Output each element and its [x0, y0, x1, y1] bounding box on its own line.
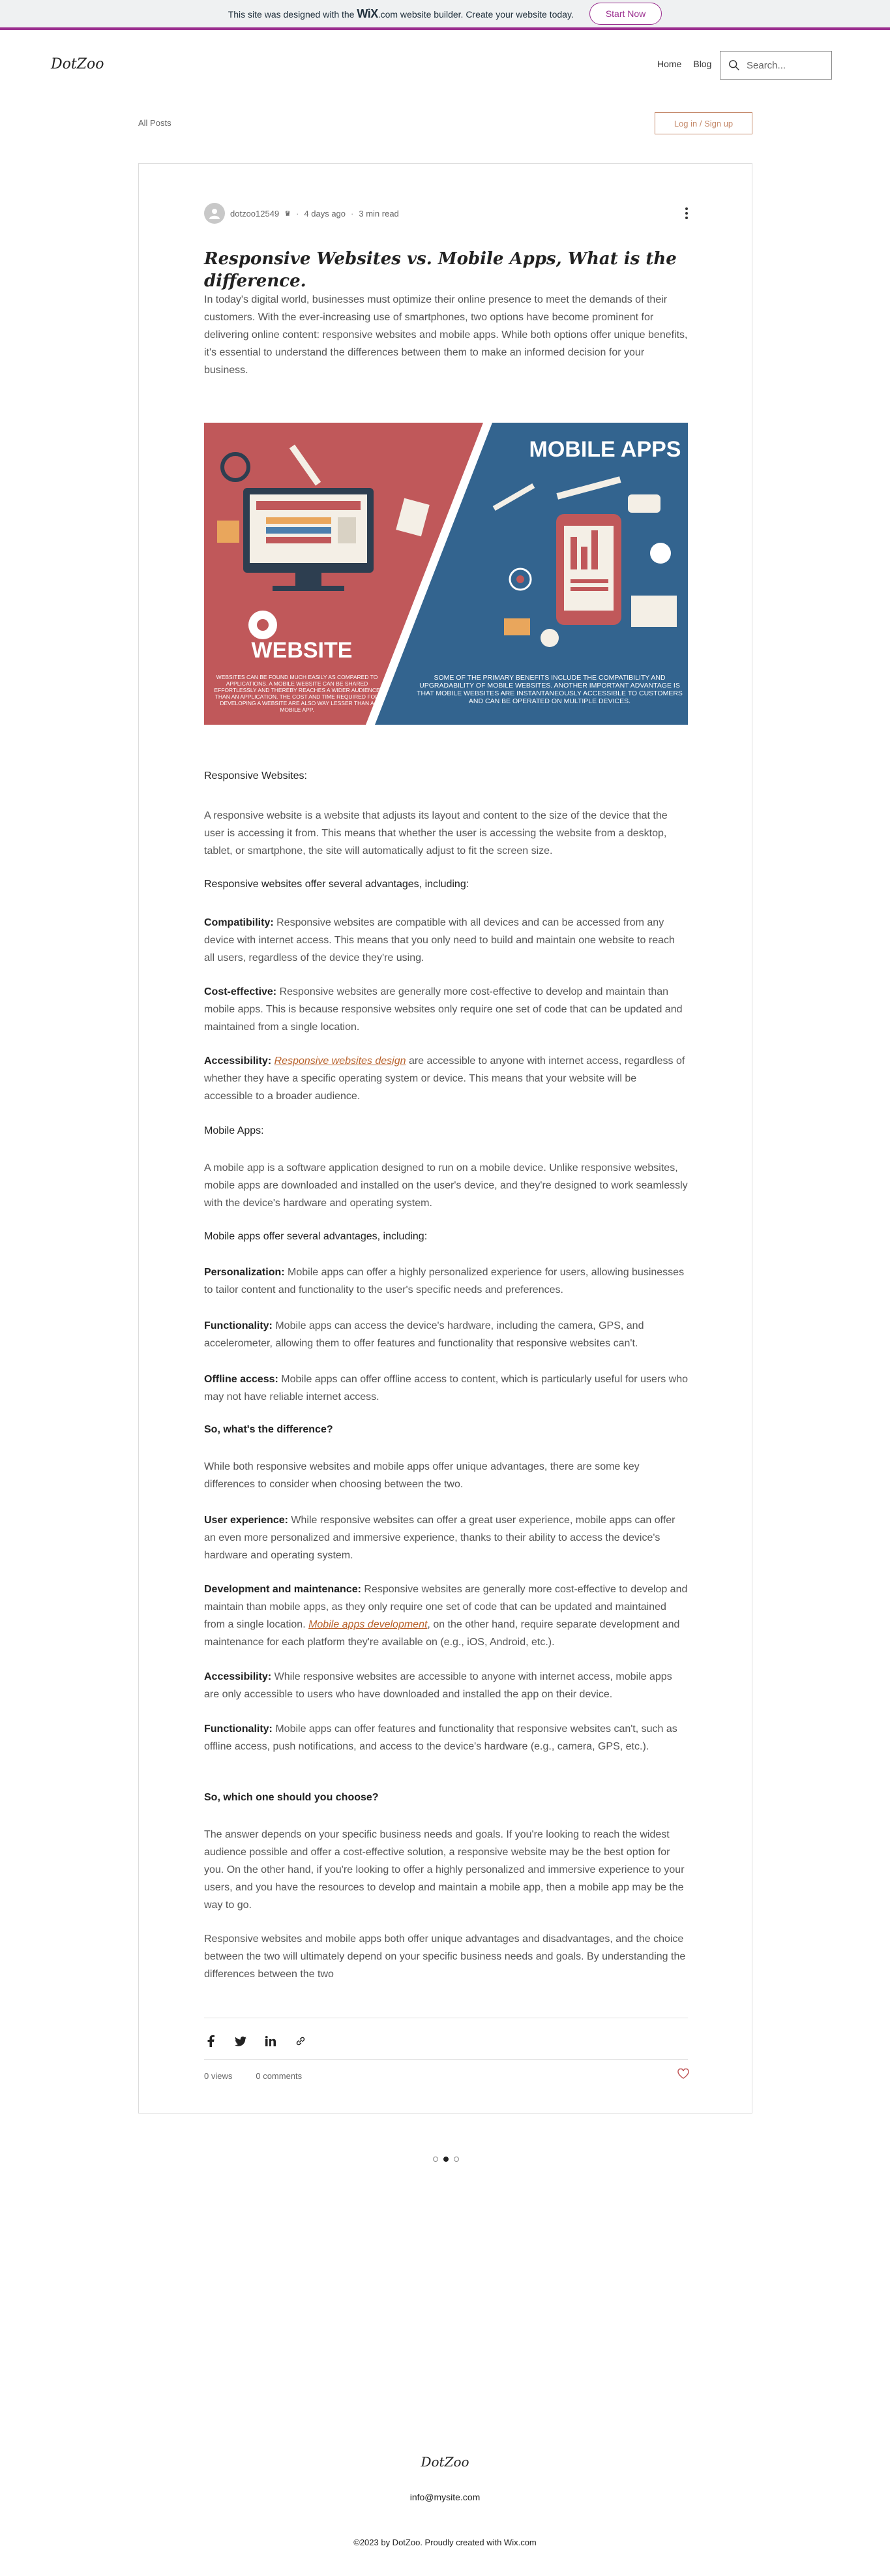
start-now-button[interactable]: Start Now: [589, 3, 662, 25]
user-icon: [209, 207, 220, 219]
like-heart-icon[interactable]: [677, 2068, 690, 2082]
search-input[interactable]: [747, 60, 825, 71]
difference-paragraph: While both responsive websites and mobile apps offer unique advantages, there are some key differences to consider when choosing between the two.: [204, 1461, 640, 1490]
ux-text: While responsive websites can offer a great user experience, mobile apps can offer an even more personalized and immersive experience, thanks to their ability to access the device's hardware and operating system.: [204, 1515, 675, 1561]
meta-separator: ·: [351, 208, 354, 219]
dev-text-2: , on the other hand, require separate development and maintenance for each platform they're available on (e.g., iOS, Android, etc.).: [204, 1619, 680, 1648]
choose-paragraph: The answer depends on your specific business needs and goals. If you're looking to reach the widest audience possible and offer a cost-effective solution, a responsive website may be the best option for you. On the other hand, if you're looking to offer a highly personalized and immersive experience to your users, and you have the resources to develop and maintain a mobile app, then a mobile app may be the way to go.: [204, 1829, 685, 1911]
views-count: 0 views: [204, 2071, 233, 2081]
twitter-share-icon[interactable]: [234, 2035, 247, 2048]
rw-paragraph: A responsive website is a website that adjusts its layout and content to the size of the device that the user is accessing it from. This means that whether the user is accessing the website from a desktop, tablet, or smartphone, the site will automatically adjust to fit the screen size.: [204, 810, 668, 856]
mobile-apps-development-link[interactable]: Mobile apps development: [308, 1619, 428, 1630]
rw-accessibility-label: Accessibility:: [204, 1055, 272, 1067]
banner-text-before: This site was designed with the: [228, 8, 355, 20]
ma-functionality-text: Mobile apps can access the device's hardware, including the camera, GPS, and accelerometer, allowing them to offer features and functionality that responsive websites can't.: [204, 1320, 644, 1349]
ma-offline-text: Mobile apps can offer offline access to content, which is particularly useful for users who may not have reliable internet access.: [204, 1374, 688, 1402]
banner-text-after: .com website builder. Create your website today.: [378, 8, 574, 20]
pagination-dot[interactable]: [454, 2157, 459, 2162]
pagination-dots: [433, 2157, 459, 2162]
post-title: Responsive Websites vs. Mobile Apps, What is the difference.: [204, 249, 677, 291]
all-posts-link[interactable]: All Posts: [138, 118, 171, 128]
ma-advantages-heading: Mobile apps offer several advantages, including:: [204, 1231, 428, 1242]
site-logo[interactable]: DotZoo: [51, 56, 104, 72]
rw-compatibility-label: Compatibility:: [204, 917, 274, 928]
ma-functionality: [204, 1317, 688, 1352]
acc-text: While responsive websites are accessible to anyone with internet access, mobile apps are only accessible to users who have downloaded and installed the app on their device.: [204, 1671, 672, 1700]
diff-accessibility: [204, 1668, 688, 1703]
ma-paragraph: A mobile app is a software application designed to run on a mobile device. Unlike responsive websites, mobile apps are downloaded and installed on the user's device, and they're designed to work seamlessly with the device's hardware and operating system.: [204, 1162, 688, 1209]
post-meta: [204, 203, 399, 224]
diff-user-experience: [204, 1511, 688, 1564]
rw-cost-text: Responsive websites are generally more cost-effective to develop and maintain than mobile apps. This is because responsive websites only require one set of code that can be updated and maintained from a single location.: [204, 986, 683, 1033]
comments-count[interactable]: 0 comments: [256, 2071, 303, 2081]
footer-copyright: ©2023 by DotZoo. Proudly created with Wix.com: [353, 2538, 537, 2547]
dev-text-1: Responsive websites are generally more cost-effective to develop and maintain than mobile apps, as they only require one set of code that can be updated and maintained from a single location.: [204, 1584, 688, 1630]
rw-cost-effective: [204, 983, 688, 1036]
final-paragraph: Responsive websites and mobile apps both offer unique advantages and disadvantages, and the choice between the two will ultimately depend on your specific business needs and goals. By understanding the differences between the two: [204, 1933, 686, 1980]
nav-item-blog[interactable]: Blog: [693, 59, 712, 69]
wix-promo-banner: [0, 0, 890, 30]
acc-label: Accessibility:: [204, 1671, 272, 1682]
post-date: 4 days ago: [304, 208, 346, 219]
rw-accessibility-text: are accessible to anyone with internet access, regardless of whether they have a specific operating system or device. This means that your website will be accessible to a broader audience.: [204, 1055, 685, 1102]
dev-label: Development and maintenance:: [204, 1584, 361, 1595]
author-name[interactable]: dotzoo12549: [230, 208, 280, 219]
meta-separator: ·: [296, 208, 299, 219]
search-icon: [728, 59, 740, 71]
ma-offline: [204, 1371, 688, 1406]
rw-cost-label: Cost-effective:: [204, 986, 277, 997]
responsive-design-link[interactable]: Responsive websites design: [274, 1055, 406, 1067]
rw-compatibility: [204, 914, 688, 967]
copy-link-icon[interactable]: [294, 2035, 307, 2048]
post-intro: In today's digital world, businesses must optimize their online presence to meet the demands of their customers. With the ever-increasing use of smartphones, two options have become prominent for delivering online content: responsive websites and mobile apps. While both options offer unique benefits, it's essential to understand the differences between them to make an informed decision for your business.: [204, 294, 688, 376]
ma-personalization-label: Personalization:: [204, 1267, 285, 1278]
ma-personalization-text: Mobile apps can offer a highly personalized experience for users, allowing businesses to tailor content and functionality to the user's specific needs and preferences.: [204, 1267, 685, 1296]
rw-advantages-heading: Responsive websites offer several advantages, including:: [204, 879, 469, 890]
image-mobile-caption: SOME OF THE PRIMARY BENEFITS INCLUDE THE COMPATIBILITY AND UPGRADABILITY OF MOBILE WEBSITES. ANOTHER IMPORTANT ADVANTAGE IS THAT MOBILE WEBSITES ARE INSTANTANEOUSLY ACCESSIBLE TO CUSTOMERS AND CAN BE OPERATED ON MULTIPLE DEVICES.: [417, 674, 683, 705]
post-hero-image: [204, 423, 688, 725]
diff-functionality: [204, 1720, 688, 1755]
crown-icon: ♛: [284, 209, 291, 218]
wix-logo: WiX: [357, 7, 378, 20]
ma-personalization: [204, 1264, 688, 1299]
site-header: [0, 33, 890, 98]
pagination-dot-active[interactable]: [443, 2157, 449, 2162]
ux-label: User experience:: [204, 1515, 288, 1526]
footer-email-link[interactable]: info@mysite.com: [409, 2492, 481, 2502]
nav-item-home[interactable]: Home: [657, 59, 682, 69]
main-nav: [657, 59, 711, 69]
read-time: 3 min read: [359, 208, 399, 219]
share-bar: [204, 2035, 307, 2048]
facebook-share-icon[interactable]: [204, 2035, 217, 2048]
search-box[interactable]: [720, 51, 832, 80]
diff-development: [204, 1581, 688, 1651]
linkedin-share-icon[interactable]: [264, 2035, 277, 2048]
post-stats: [204, 2071, 302, 2081]
image-website-label: WEBSITE: [251, 638, 353, 663]
login-signup-button[interactable]: Log in / Sign up: [655, 112, 752, 134]
fn-label: Functionality:: [204, 1723, 273, 1735]
ma-functionality-label: Functionality:: [204, 1320, 273, 1331]
choose-heading: So, which one should you choose?: [204, 1792, 379, 1803]
image-website-caption: WEBSITES CAN BE FOUND MUCH EASILY AS COMPARED TO APPLICATIONS. A MOBILE WEBSITE CAN BE SHARED EFFORTLESSLY AND THEREBY REACHES A WIDER AUDIENCE THAN AN APPLICATION. THE COST AND TIME REQUIRED FOR DEVELOPING A WEBSITE ARE ALSO WAY LESSER THAN A MOBILE APP.: [214, 674, 380, 713]
avatar[interactable]: [204, 203, 225, 224]
ma-heading: Mobile Apps:: [204, 1125, 264, 1136]
ma-offline-label: Offline access:: [204, 1374, 278, 1385]
image-mobile-apps-label: MOBILE APPS: [529, 437, 681, 462]
pagination-dot[interactable]: [433, 2157, 438, 2162]
more-options-icon[interactable]: [680, 207, 693, 220]
divider: [204, 2059, 688, 2060]
difference-heading: So, what's the difference?: [204, 1424, 333, 1435]
post-card: [138, 163, 752, 2114]
rw-compatibility-text: Responsive websites are compatible with all devices and can be accessed from any device with internet access. This means that you only need to build and maintain one website to reach all users, regardless of the device they're using.: [204, 917, 675, 963]
rw-heading: Responsive Websites:: [204, 770, 307, 781]
footer-logo: DotZoo: [421, 2454, 469, 2470]
banner-message: [228, 7, 574, 21]
rw-accessibility: [204, 1052, 688, 1105]
fn-text: Mobile apps can offer features and functionality that responsive websites can't, such as offline access, push notifications, and access to the device's hardware (e.g., camera, GPS, etc.).: [204, 1723, 677, 1752]
